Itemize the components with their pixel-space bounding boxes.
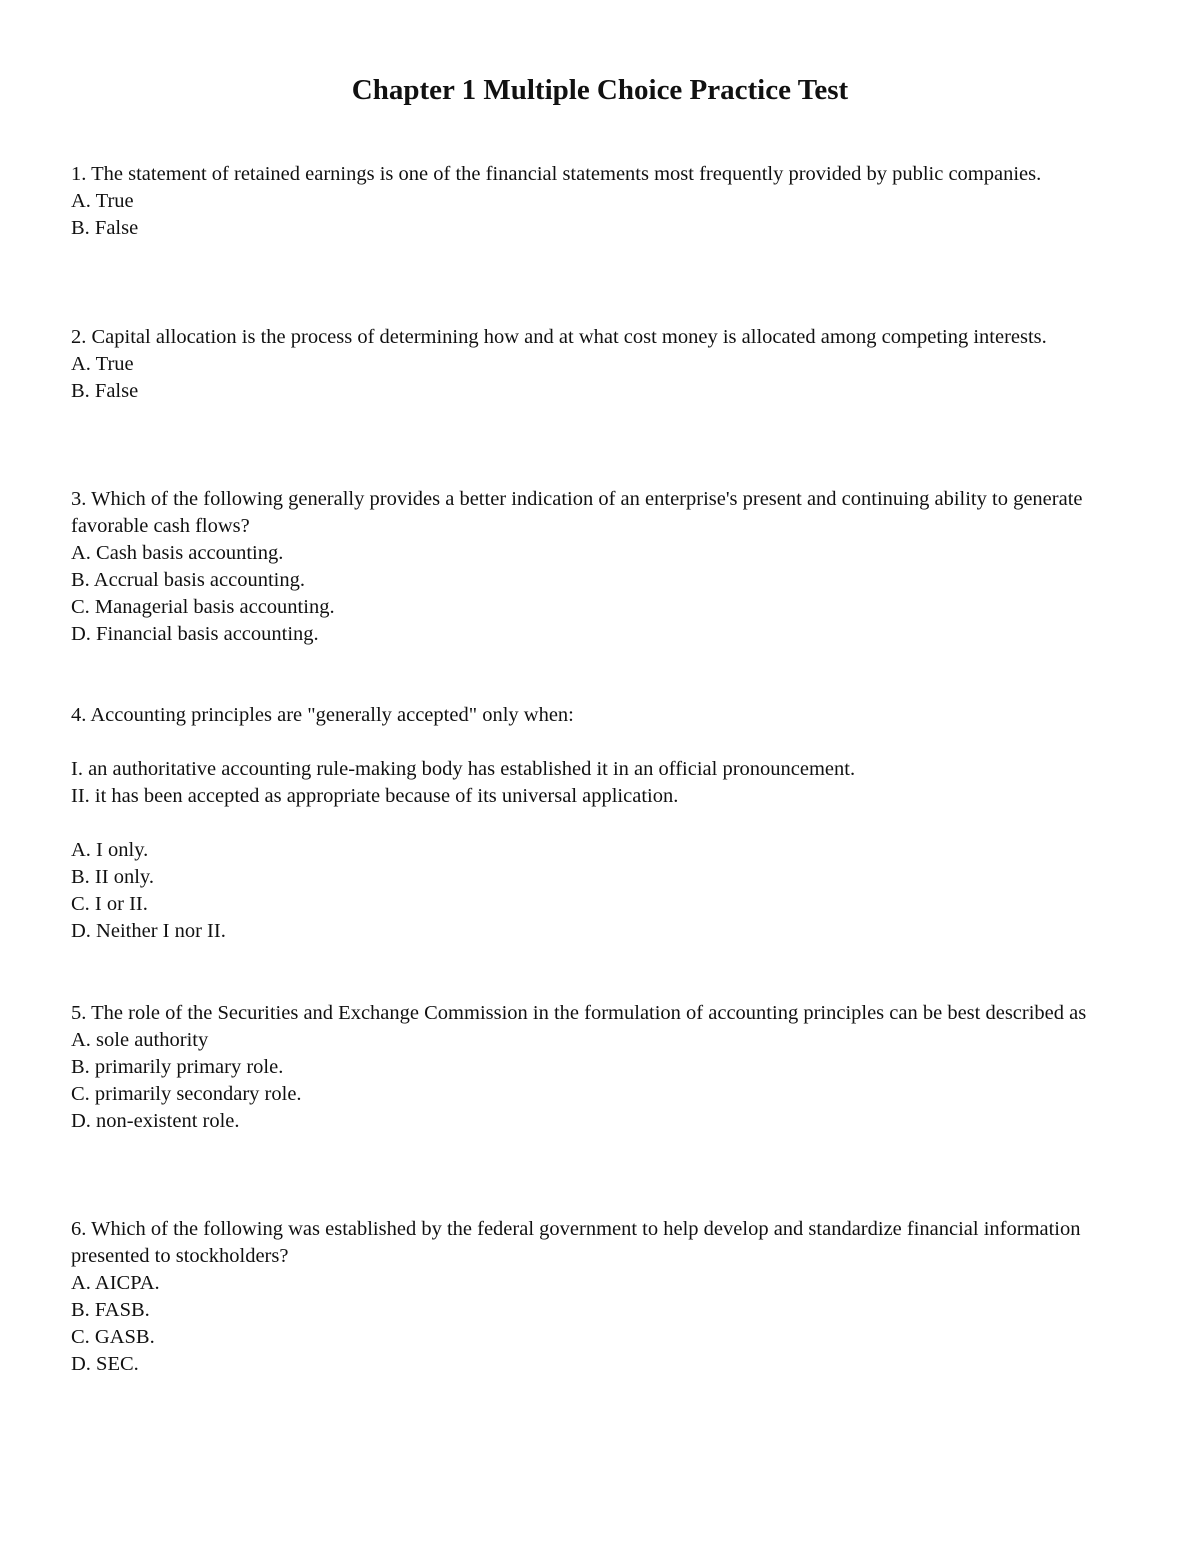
answer-option: D. Financial basis accounting. [71, 623, 319, 645]
answer-option: A. sole authority [71, 1029, 209, 1051]
answer-option: A. AICPA. [71, 1272, 160, 1294]
question-text: 3. Which of the following generally provides a better indication of an enterprise's present and continuing ability to generate favorable cash flows? [71, 488, 1083, 537]
answer-option: B. False [71, 380, 139, 402]
answer-option: C. I or II. [71, 893, 148, 915]
answer-option: D. non-existent role. [71, 1110, 240, 1132]
question-2 [71, 324, 1133, 405]
roman-statement: II. it has been accepted as appropriate because of its universal application. [71, 785, 679, 807]
answer-option: A. True [71, 190, 134, 212]
answer-option: D. Neither I nor II. [71, 920, 226, 942]
answer-option: A. True [71, 353, 134, 375]
page-title: Chapter 1 Multiple Choice Practice Test [351, 74, 849, 106]
question-6 [71, 1216, 1133, 1378]
answer-option: B. primarily primary role. [71, 1056, 284, 1078]
question-text: 1. The statement of retained earnings is one of the financial statements most frequently provided by public companies. [71, 163, 1042, 185]
question-5 [71, 1000, 1133, 1135]
roman-statement: I. an authoritative accounting rule-making body has established it in an official pronouncement. [71, 758, 856, 780]
answer-option: A. Cash basis accounting. [71, 542, 284, 564]
answer-option: A. I only. [71, 839, 149, 861]
question-text: 5. The role of the Securities and Exchange Commission in the formulation of accounting principles can be best described as [71, 1002, 1087, 1024]
answer-option: B. FASB. [71, 1299, 150, 1321]
answer-option: B. II only. [71, 866, 154, 888]
question-3 [71, 486, 1133, 648]
question-text: 6. Which of the following was established by the federal government to help develop and standardize financial information presented to stockholders? [71, 1218, 1081, 1267]
question-text: 2. Capital allocation is the process of determining how and at what cost money is allocated among competing interests. [71, 326, 1047, 348]
question-text: 4. Accounting principles are "generally accepted" only when: [71, 704, 574, 726]
answer-option: C. GASB. [71, 1326, 155, 1348]
answer-option: B. Accrual basis accounting. [71, 569, 305, 591]
question-1 [71, 161, 1133, 242]
answer-option: B. False [71, 217, 139, 239]
answer-option: D. SEC. [71, 1353, 139, 1375]
answer-option: C. Managerial basis accounting. [71, 596, 335, 618]
question-4 [71, 702, 1133, 945]
answer-option: C. primarily secondary role. [71, 1083, 302, 1105]
